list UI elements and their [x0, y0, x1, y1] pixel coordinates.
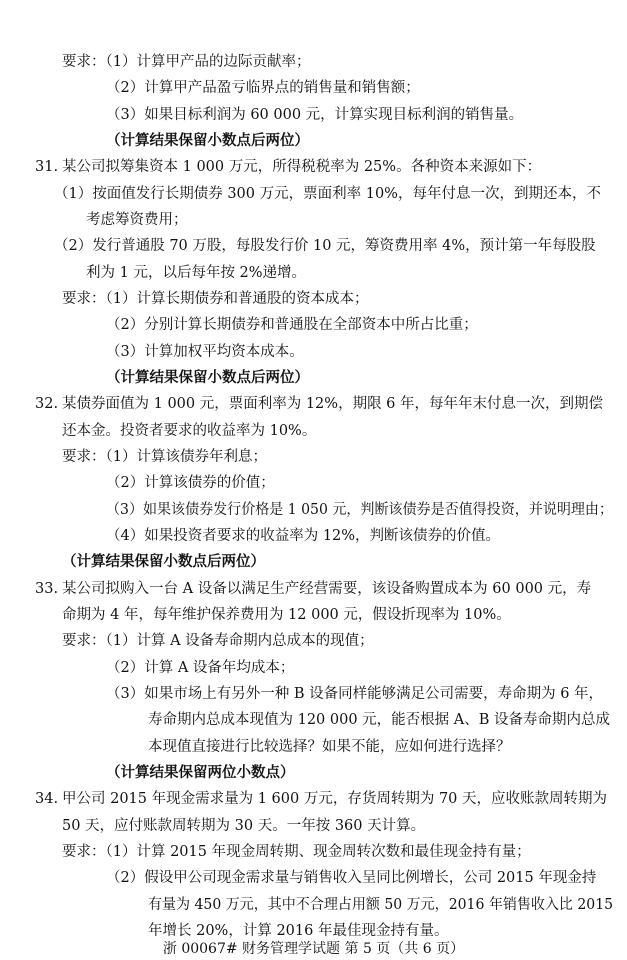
- q30-req-line-1: [62, 55, 310, 70]
- q31-condition-1b: 考虑筹资费用；: [86, 212, 188, 228]
- q31-stem: 某公司拟筹集资本 1 000 万元，所得税税率为 25%。各种资本来源如下：: [62, 159, 542, 175]
- q31-number: 31.: [35, 159, 59, 175]
- q34-req-label: 要求：: [62, 844, 106, 860]
- q33-req-line-1: [62, 634, 374, 649]
- q33-number: 33.: [35, 581, 59, 597]
- q33-req-3b: 寿命期内总成本现值为 120 000 元，能否根据 A、B 设备寿命期内总成: [148, 712, 611, 728]
- q32-req-3: （3）如果该债券发行价格是 1 050 元，判断该债券是否值得投资，并说明理由；: [106, 502, 613, 518]
- q31-condition-2a: （2）发行普通股 70 万股，每股发行价 10 元，筹资费用率 4%，预计第一年每股股: [54, 238, 596, 254]
- q34-req-2a: （2）假设甲公司现金需求量与销售收入呈同比例增长，公司 2015 年现金持: [106, 870, 597, 886]
- q31-req-3: （3）计算加权平均资本成本。: [106, 344, 304, 360]
- q34-stem-b: 50 天，应付账款周转期为 30 天。一年按 360 天计算。: [62, 818, 426, 834]
- q34-req-2b: 有量为 450 万元，其中不合理占用额 50 万元，2016 年销售收入比 2015: [148, 897, 614, 913]
- q31-req-1: （1）计算长期债券和普通股的资本成本；: [105, 291, 369, 307]
- q31-req-2: （2）分别计算长期债券和普通股在全部资本中所占比重；: [106, 317, 478, 333]
- q32-stem-a: 某债券面值为 1 000 元，票面利率为 12%，期限 6 年，每年年末付息一次，到期偿: [62, 396, 604, 412]
- q34-req-1: （1）计算 2015 年现金周转期、现金周转次数和最佳现金持有量；: [105, 844, 531, 860]
- q31-condition-1a: （1）按面值发行长期债券 300 万元，票面利率 10%，每年付息一次，到期还本，不: [54, 186, 601, 202]
- q34-number: 34.: [35, 791, 59, 807]
- q33-req-label: 要求：: [62, 633, 106, 649]
- q33-note: （计算结果保留两位小数点）: [106, 764, 295, 781]
- q31-note: （计算结果保留小数点后两位）: [106, 369, 309, 386]
- q31-condition-2b: 利为 1 元，以后每年按 2%递增。: [86, 265, 307, 281]
- q32-req-2: （2）计算该债券的价值；: [106, 475, 275, 491]
- q33-req-3a: （3）如果市场上有另外一种 B 设备同样能够满足公司需要，寿命期为 6 年，: [106, 686, 604, 702]
- q33-stem-b: 命期为 4 年，每年维护保养费用为 12 000 元，假设折现率为 10%。: [62, 607, 511, 623]
- q30-req-label: 要求：: [62, 54, 106, 70]
- q32-stem-b: 还本金。投资者要求的收益率为 10%。: [62, 423, 317, 439]
- q30-req-2: （2）计算甲产品盈亏临界点的销售量和销售额；: [106, 80, 420, 96]
- q34-req-2c: 年增长 20%，计算 2016 年最佳现金持有量。: [148, 923, 449, 939]
- q32-req-line-1: [62, 450, 267, 465]
- q32-req-1: （1）计算该债券年利息；: [105, 449, 267, 465]
- q32-req-label: 要求：: [62, 449, 106, 465]
- q33-req-1: （1）计算 A 设备寿命期内总成本的现值；: [105, 633, 374, 649]
- page-footer: 浙 00067# 财务管理学试题 第 5 页（共 6 页）: [162, 941, 465, 957]
- q33-req-3c: 本现值直接进行比较选择？如果不能，应如何进行选择？: [148, 739, 511, 755]
- q31-req-label: 要求：: [62, 291, 106, 307]
- q32-number: 32.: [35, 396, 59, 412]
- q30-req-1: （1）计算甲产品的边际贡献率；: [105, 54, 311, 70]
- q30-note: （计算结果保留小数点后两位）: [106, 132, 309, 149]
- q32-req-4: （4）如果投资者要求的收益率为 12%，判断该债券的价值。: [106, 528, 501, 544]
- q33-stem-a: 某公司拟购入一台 A 设备以满足生产经营需要，该设备购置成本为 60 000 元，寿: [62, 581, 592, 597]
- q30-req-3: （3）如果目标利润为 60 000 元，计算实现目标利润的销售量。: [106, 107, 524, 123]
- q34-req-line-1: [62, 845, 531, 860]
- q33-req-2: （2）计算 A 设备年均成本；: [106, 660, 295, 676]
- q34-stem-a: 甲公司 2015 年现金需求量为 1 600 万元，存货周转期为 70 天，应收账款周转期为: [62, 791, 608, 807]
- q32-note: （计算结果保留小数点后两位）: [62, 553, 265, 570]
- q31-req-line-1: [62, 292, 368, 307]
